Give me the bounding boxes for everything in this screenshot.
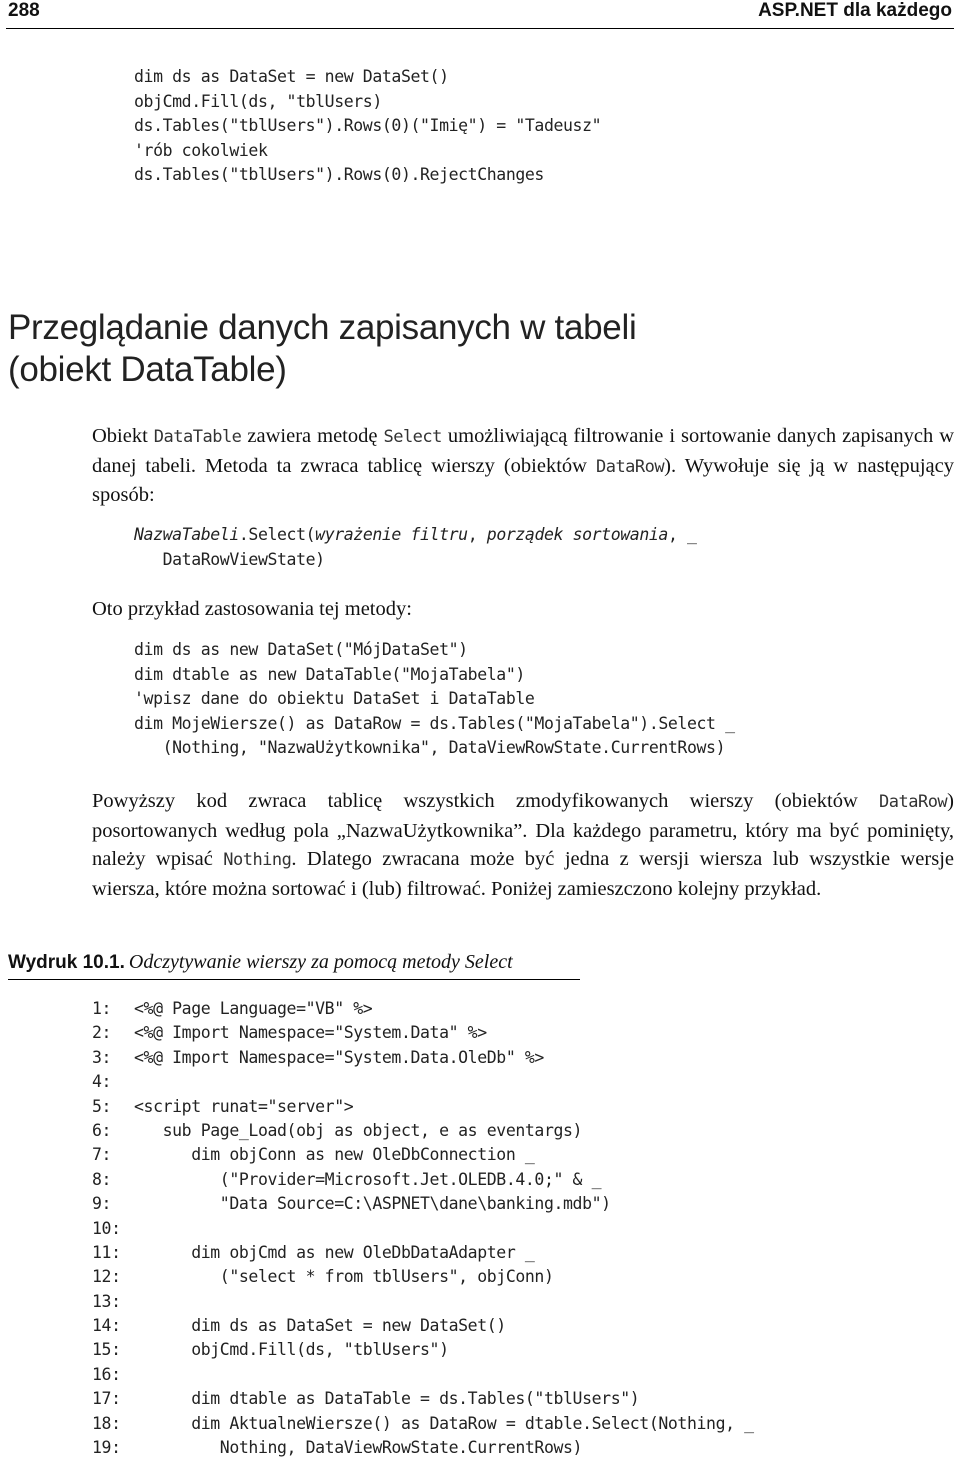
text: ) posortowanych według pola „NazwaUżytkownika”. Dla każdego parametru, który ma być pominięty, należy wpisać: [92, 790, 954, 870]
code-line: 'wpisz dane do obiektu DataSet i DataTable: [134, 689, 535, 708]
inline-code: Select: [383, 427, 442, 447]
line-code: <%@ Page Language="VB" %>: [134, 999, 373, 1018]
page-number: 288: [8, 0, 40, 21]
code-line: dim ds as new DataSet("MójDataSet"): [134, 640, 468, 659]
listing-line: [92, 1046, 754, 1070]
paragraph-3: [92, 787, 954, 903]
heading-line-2: (obiekt DataTable): [8, 350, 287, 389]
listing-line: [92, 1338, 754, 1362]
listing-line: [92, 1095, 754, 1119]
line-code: dim AktualneWiersze() as DataRow = dtable.Select(Nothing, _: [134, 1413, 754, 1433]
text: ). Wywołuje się ją w następujący sposób:: [92, 454, 954, 506]
text: . Dlatego zwracana może być jedna z wersji wiersza lub wszystkie wersje wiersza, które można sortować i (lub) filtrować. Poniżej zamieszczono kolejny przykład.: [92, 848, 954, 900]
listing-caption: [8, 951, 580, 980]
line-code: dim dtable as DataTable = ds.Tables("tblUsers"): [134, 1389, 640, 1409]
line-number: 3:: [92, 1047, 112, 1067]
listing-title: Odczytywanie wierszy za pomocą metody Select: [128, 951, 513, 973]
line-number: 18:: [92, 1413, 121, 1433]
line-code: sub Page_Load(obj as object, e as eventargs): [134, 1120, 583, 1140]
listing-line: [92, 1168, 754, 1192]
line-code: "Data Source=C:\ASPNET\dane\banking.mdb"): [134, 1194, 611, 1214]
code-block-2: [134, 638, 735, 761]
inline-code: Nothing: [223, 850, 292, 870]
listing-line: [92, 1217, 754, 1241]
line-number: 12:: [92, 1267, 121, 1287]
code-listing: [92, 997, 754, 1460]
listing-line: [92, 1363, 754, 1387]
line-code: dim objCmd as new OleDbDataAdapter _: [134, 1242, 535, 1262]
line-number: 14:: [92, 1316, 121, 1336]
line-code: dim ds as DataSet = new DataSet(): [134, 1316, 506, 1336]
paragraph-1: [92, 422, 954, 510]
line-code: <script runat="server">: [134, 1096, 354, 1116]
line-code: <%@ Import Namespace="System.Data" %>: [134, 1023, 487, 1043]
line-number: 19:: [92, 1438, 121, 1458]
line-code: dim objConn as new OleDbConnection _: [134, 1145, 535, 1165]
line-code: ("Provider=Microsoft.Jet.OLEDB.4.0;" & _: [134, 1169, 602, 1189]
syntax-line-1: NazwaTabeli.Select(wyrażenie filtru, porządek sortowania, _: [134, 525, 697, 544]
listing-label: Wydruk 10.1.: [8, 952, 125, 973]
inline-code: DataRow: [595, 456, 665, 477]
text: Obiekt: [92, 425, 154, 447]
line-number: 6:: [92, 1120, 112, 1140]
listing-line: [92, 1387, 754, 1411]
line-number: 7:: [92, 1145, 112, 1165]
line-number: 9:: [92, 1194, 112, 1214]
listing-line: [92, 1241, 754, 1265]
line-number: 13:: [92, 1291, 121, 1311]
line-number: 2:: [92, 1023, 112, 1043]
line-number: 8:: [92, 1169, 112, 1189]
listing-line: [92, 1290, 754, 1314]
section-heading: [8, 307, 636, 391]
code-line: dim dtable as new DataTable("MojaTabela"): [134, 664, 525, 684]
line-number: 15:: [92, 1340, 121, 1360]
code-line: ds.Tables("tblUsers").Rows(0)("Imię") = "Tadeusz": [134, 116, 602, 135]
listing-line: [92, 1070, 754, 1094]
line-number: 4:: [92, 1072, 112, 1092]
code-block-1: [134, 65, 601, 188]
inline-code: DataRow: [879, 792, 948, 812]
code-line: dim MojeWiersze() as DataRow = ds.Tables("MojaTabela").Select _: [134, 713, 735, 733]
line-number: 1:: [92, 999, 112, 1018]
line-number: 10:: [92, 1218, 121, 1238]
listing-line: [92, 1436, 754, 1460]
page-header: [6, 0, 954, 29]
listing-line: [92, 1119, 754, 1143]
listing-line: [92, 1314, 754, 1338]
listing-line: [92, 1021, 754, 1045]
listing-line: [92, 1143, 754, 1167]
text: umożliwiającą filtrowanie i sortowanie danych zapisanych w danej tabeli. Metoda ta zwraca tablicę wierszy (obiektów: [92, 425, 955, 477]
code-line: dim ds as DataSet = new DataSet(): [134, 67, 449, 86]
line-number: 5:: [92, 1096, 112, 1116]
code-line: 'rób cokolwiek: [134, 140, 268, 160]
syntax-block: [134, 523, 697, 572]
text: Powyższy kod zwraca tablicę wszystkich zmodyfikowanych wierszy (obiektów: [92, 790, 880, 812]
line-code: ("select * from tblUsers", objConn): [134, 1267, 554, 1287]
line-number: 16:: [92, 1364, 121, 1384]
listing-line: [92, 1192, 754, 1216]
line-code: Nothing, DataViewRowState.CurrentRows): [134, 1438, 583, 1458]
text: zawiera metodę: [241, 425, 384, 447]
line-number: 11:: [92, 1242, 121, 1262]
listing-line: [92, 1412, 754, 1436]
code-line: (Nothing, "NazwaUżytkownika", DataViewRowState.CurrentRows): [134, 738, 726, 757]
paragraph-2: Oto przykład zastosowania tej metody:: [92, 598, 412, 620]
syntax-line-2: DataRowViewState): [134, 549, 325, 569]
listing-line: [92, 997, 754, 1021]
heading-line-1: Przeglądanie danych zapisanych w tabeli: [8, 308, 637, 347]
listing-line: [92, 1265, 754, 1289]
code-line: objCmd.Fill(ds, "tblUsers): [134, 91, 382, 111]
line-code: objCmd.Fill(ds, "tblUsers"): [134, 1340, 449, 1360]
line-code: <%@ Import Namespace="System.Data.OleDb" %>: [134, 1047, 544, 1067]
line-number: 17:: [92, 1389, 121, 1409]
code-line: ds.Tables("tblUsers").Rows(0).RejectChanges: [134, 165, 544, 184]
book-title: ASP.NET dla każdego: [758, 0, 952, 21]
inline-code: DataTable: [153, 427, 242, 447]
